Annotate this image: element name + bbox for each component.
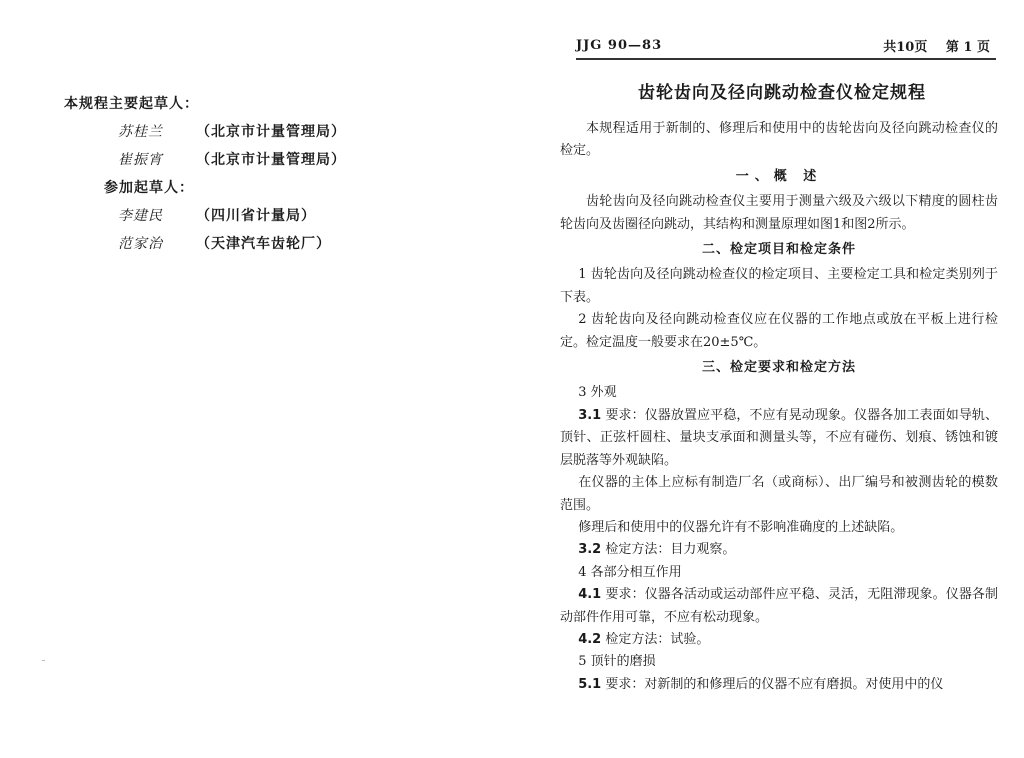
clause-4-2: [560, 629, 998, 651]
clause-3-1-marking: 在仪器的主体上应标有制造厂名（或商标）、出厂编号和被测齿轮的模数范围。: [560, 475, 998, 513]
section-heading-requirements: 三、检定要求和检定方法: [701, 360, 856, 376]
header-rule: [576, 58, 996, 60]
clause-text: 要求：仪器放置应平稳，不应有晃动现象。仪器各加工表面如导轨、顶针、正弦杆圆柱、量块支承面和测量头等，不应有碰伤、划痕、锈蚀和镀层脱落等外观缺陷。: [560, 407, 998, 468]
drafter-org: （北京市计量管理局）: [196, 124, 346, 140]
clause-number: 4.1: [578, 587, 602, 603]
participant-row: [64, 230, 484, 258]
clause-text: 要求：对新制的和修理后的仪器不应有磨损。对使用中的仪: [605, 676, 944, 692]
drafter-org: （北京市计量管理局）: [196, 152, 346, 168]
total-pages: 共10页: [883, 39, 928, 55]
clause-4: 4 各部分相互作用: [578, 564, 682, 580]
clause-number: 4.2: [578, 631, 602, 647]
page-header: [576, 34, 990, 56]
participant-org: （四川省计量局）: [196, 208, 316, 224]
scan-speck: [42, 660, 45, 661]
participant-name: 范家治: [118, 236, 163, 252]
clause-5: 5 顶针的磨损: [578, 654, 656, 670]
participants-label: 参加起草人：: [104, 180, 194, 196]
clause-3-1: [560, 405, 998, 472]
right-page: [540, 0, 1024, 758]
page-number: 第 1 页: [945, 39, 990, 55]
clause-3: 3 外观: [578, 385, 617, 401]
clause-3-2: [560, 539, 998, 561]
overview-paragraph: 齿轮齿向及径向跳动检查仪主要用于测量六级及六级以下精度的圆柱齿轮齿向及齿圈径向跳动，其结构和测量原理如图1和图2所示。: [560, 194, 998, 232]
main-drafter-row: [64, 118, 484, 146]
clause-text: 检定方法：试验。: [605, 631, 710, 647]
clause-text: 要求：仪器各活动或运动部件应平稳、灵活，无阻滞现象。仪器各制动部件作用可靠，不应有松动现象。: [560, 587, 998, 625]
clause-2: 2 齿轮齿向及径向跳动检查仪应在仪器的工作地点或放在平板上进行检定。检定温度一般要求在20±5℃。: [560, 312, 998, 350]
participant-name: 李建民: [118, 208, 163, 224]
intro-paragraph: 本规程适用于新制的、修理后和使用中的齿轮齿向及径向跳动检查仪的检定。: [560, 121, 998, 159]
clause-1: 1 齿轮齿向及径向跳动检查仪的检定项目、主要检定工具和检定类别列于下表。: [560, 267, 998, 305]
clause-4-1: [560, 584, 998, 629]
clause-text: 检定方法：目力观察。: [605, 542, 736, 558]
document-title: 齿轮齿向及径向跳动检查仪检定规程: [638, 83, 926, 103]
clause-number: 3.2: [578, 542, 602, 558]
section-heading-items-conditions: 二、检定项目和检定条件: [701, 242, 856, 258]
clause-5-1: [560, 674, 998, 696]
drafter-name: 崔振宵: [118, 152, 163, 168]
participant-org: （天津汽车齿轮厂）: [196, 236, 331, 252]
clause-number: 5.1: [578, 676, 602, 692]
clause-number: 3.1: [578, 407, 602, 423]
document-body: [560, 118, 998, 696]
standard-code: JJG 90—83: [576, 37, 663, 53]
drafters-block: [64, 90, 484, 258]
drafter-name: 苏桂兰: [118, 124, 163, 140]
main-drafters-label: 本规程主要起草人：: [64, 96, 199, 112]
main-drafter-row: [64, 146, 484, 174]
clause-3-1-allowance: 修理后和使用中的仪器允许有不影响准确度的上述缺陷。: [578, 519, 904, 535]
page-count: [869, 36, 990, 55]
section-heading-overview: 一、概 述: [735, 168, 823, 184]
participant-row: [64, 202, 484, 230]
